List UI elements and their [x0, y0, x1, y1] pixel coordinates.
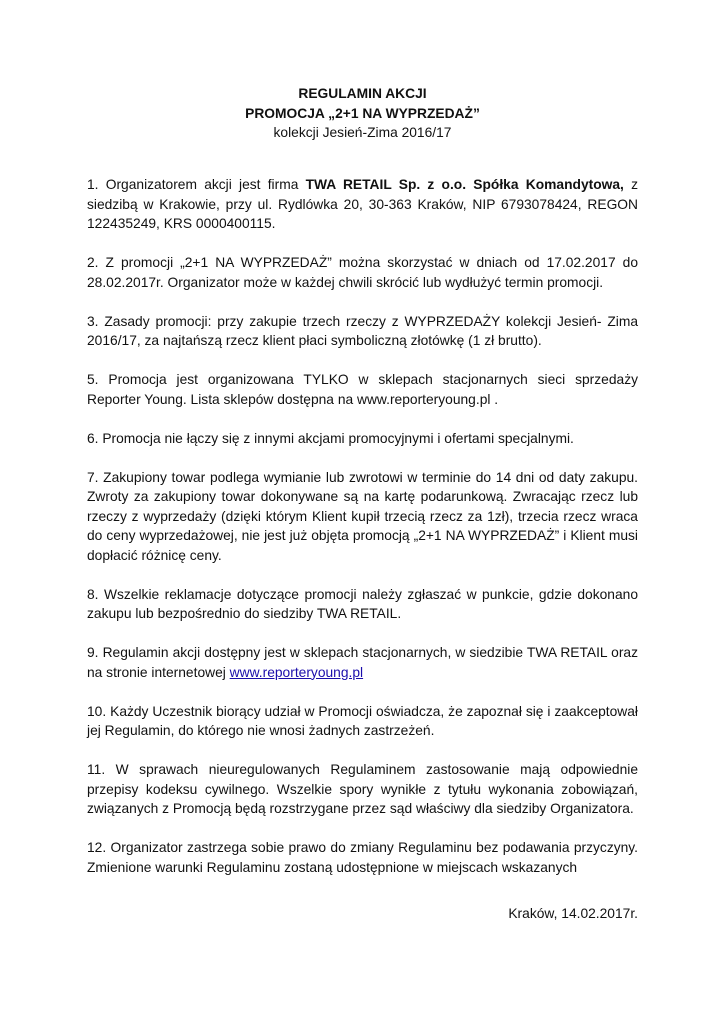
- promotion-name: PROMOCJA „2+1 NA WYPRZEDAŻ”: [245, 105, 480, 121]
- paragraph-9-text: 9. Regulamin akcji dostępny jest w sklepach stacjonarnych, w siedzibie TWA RETAIL oraz na stronie internetowej: [87, 645, 638, 680]
- place-and-date: Kraków, 14.02.2017r.: [508, 906, 638, 921]
- paragraph-6: 6. Promocja nie łączy się z innymi akcjami promocyjnymi i ofertami specjalnymi.: [87, 430, 574, 446]
- paragraph-12: 12. Organizator zastrzega sobie prawo do zmiany Regulaminu bez podawania przyczyny. Zmienione warunki Regulaminu zostaną udostępnione w miejscach wskazanych: [87, 840, 638, 875]
- regulations-body: [87, 175, 638, 897]
- website-link[interactable]: www.reporteryoung.pl: [229, 664, 364, 680]
- paragraph-11: 11. W sprawach nieuregulowanych Regulaminem zastosowanie mają odpowiednie przepisy kodeksu cywilnego. Wszelkie spory wynikłe z tytułu wykonania zobowiązań, związanych z Promocją będą rozstrzygane przez sąd właściwy dla siedziby Organizatora.: [87, 762, 638, 816]
- document-title: REGULAMIN AKCJI: [298, 86, 427, 101]
- paragraph-2: 2. Z promocji „2+1 NA WYPRZEDAŻ” można skorzystać w dniach od 17.02.2017 do 28.02.2017r. Organizator może w każdej chwili skrócić lub wydłużyć termin promocji.: [87, 255, 638, 290]
- paragraph-1-rest: z siedzibą w Krakowie, przy ul. Rydlówka 20, 30-363 Kraków, NIP 6793078424, REGON 122435249, KRS 0000400115.: [87, 177, 638, 231]
- paragraph-1: [87, 175, 638, 234]
- paragraph-8: 8. Wszelkie reklamacje dotyczące promocji należy zgłaszać w punkcie, gdzie dokonano zakupu lub bezpośrednio do siedziby TWA RETAIL.: [87, 586, 638, 621]
- paragraph-7: 7. Zakupiony towar podlega wymianie lub zwrotowi w terminie do 14 dni od daty zakupu. Zwroty za zakupiony towar dokonywane są na kartę podarunkową. Zwracając rzecz lub rzeczy z wyprzedaży (dzięki którym Klient kupił trzecią rzecz za 1zł), trzecia rzecz wraca do ceny wyprzedażowej, nie jest już objęta promocją „2+1 NA WYPRZEDAŻ” i Klient musi dopłacić różnicę ceny.: [87, 469, 638, 563]
- paragraph-9: [87, 643, 638, 682]
- paragraph-3: 3. Zasady promocji: przy zakupie trzech rzeczy z WYPRZEDAŻY kolekcji Jesień- Zima 2016/17, za najtańszą rzecz klient płaci symboliczną złotówkę (1 zł brutto).: [87, 313, 638, 348]
- company-name: TWA RETAIL Sp. z o.o. Spółka Komandytowa,: [305, 177, 624, 192]
- paragraph-10: 10. Każdy Uczestnik biorący udział w Promocji oświadcza, że zapoznał się i zaakceptował jej Regulamin, do którego nie wnosi żadnych zastrzeżeń.: [87, 703, 638, 738]
- paragraph-5: 5. Promocja jest organizowana TYLKO w sklepach stacjonarnych sieci sprzedaży Reporter Young. Lista sklepów dostępna na www.reporteryoung.pl .: [87, 372, 638, 407]
- document-header: [0, 84, 725, 143]
- paragraph-1-intro: 1. Organizatorem akcji jest firma: [87, 177, 306, 192]
- collection-name: kolekcji Jesień-Zima 2016/17: [273, 125, 452, 140]
